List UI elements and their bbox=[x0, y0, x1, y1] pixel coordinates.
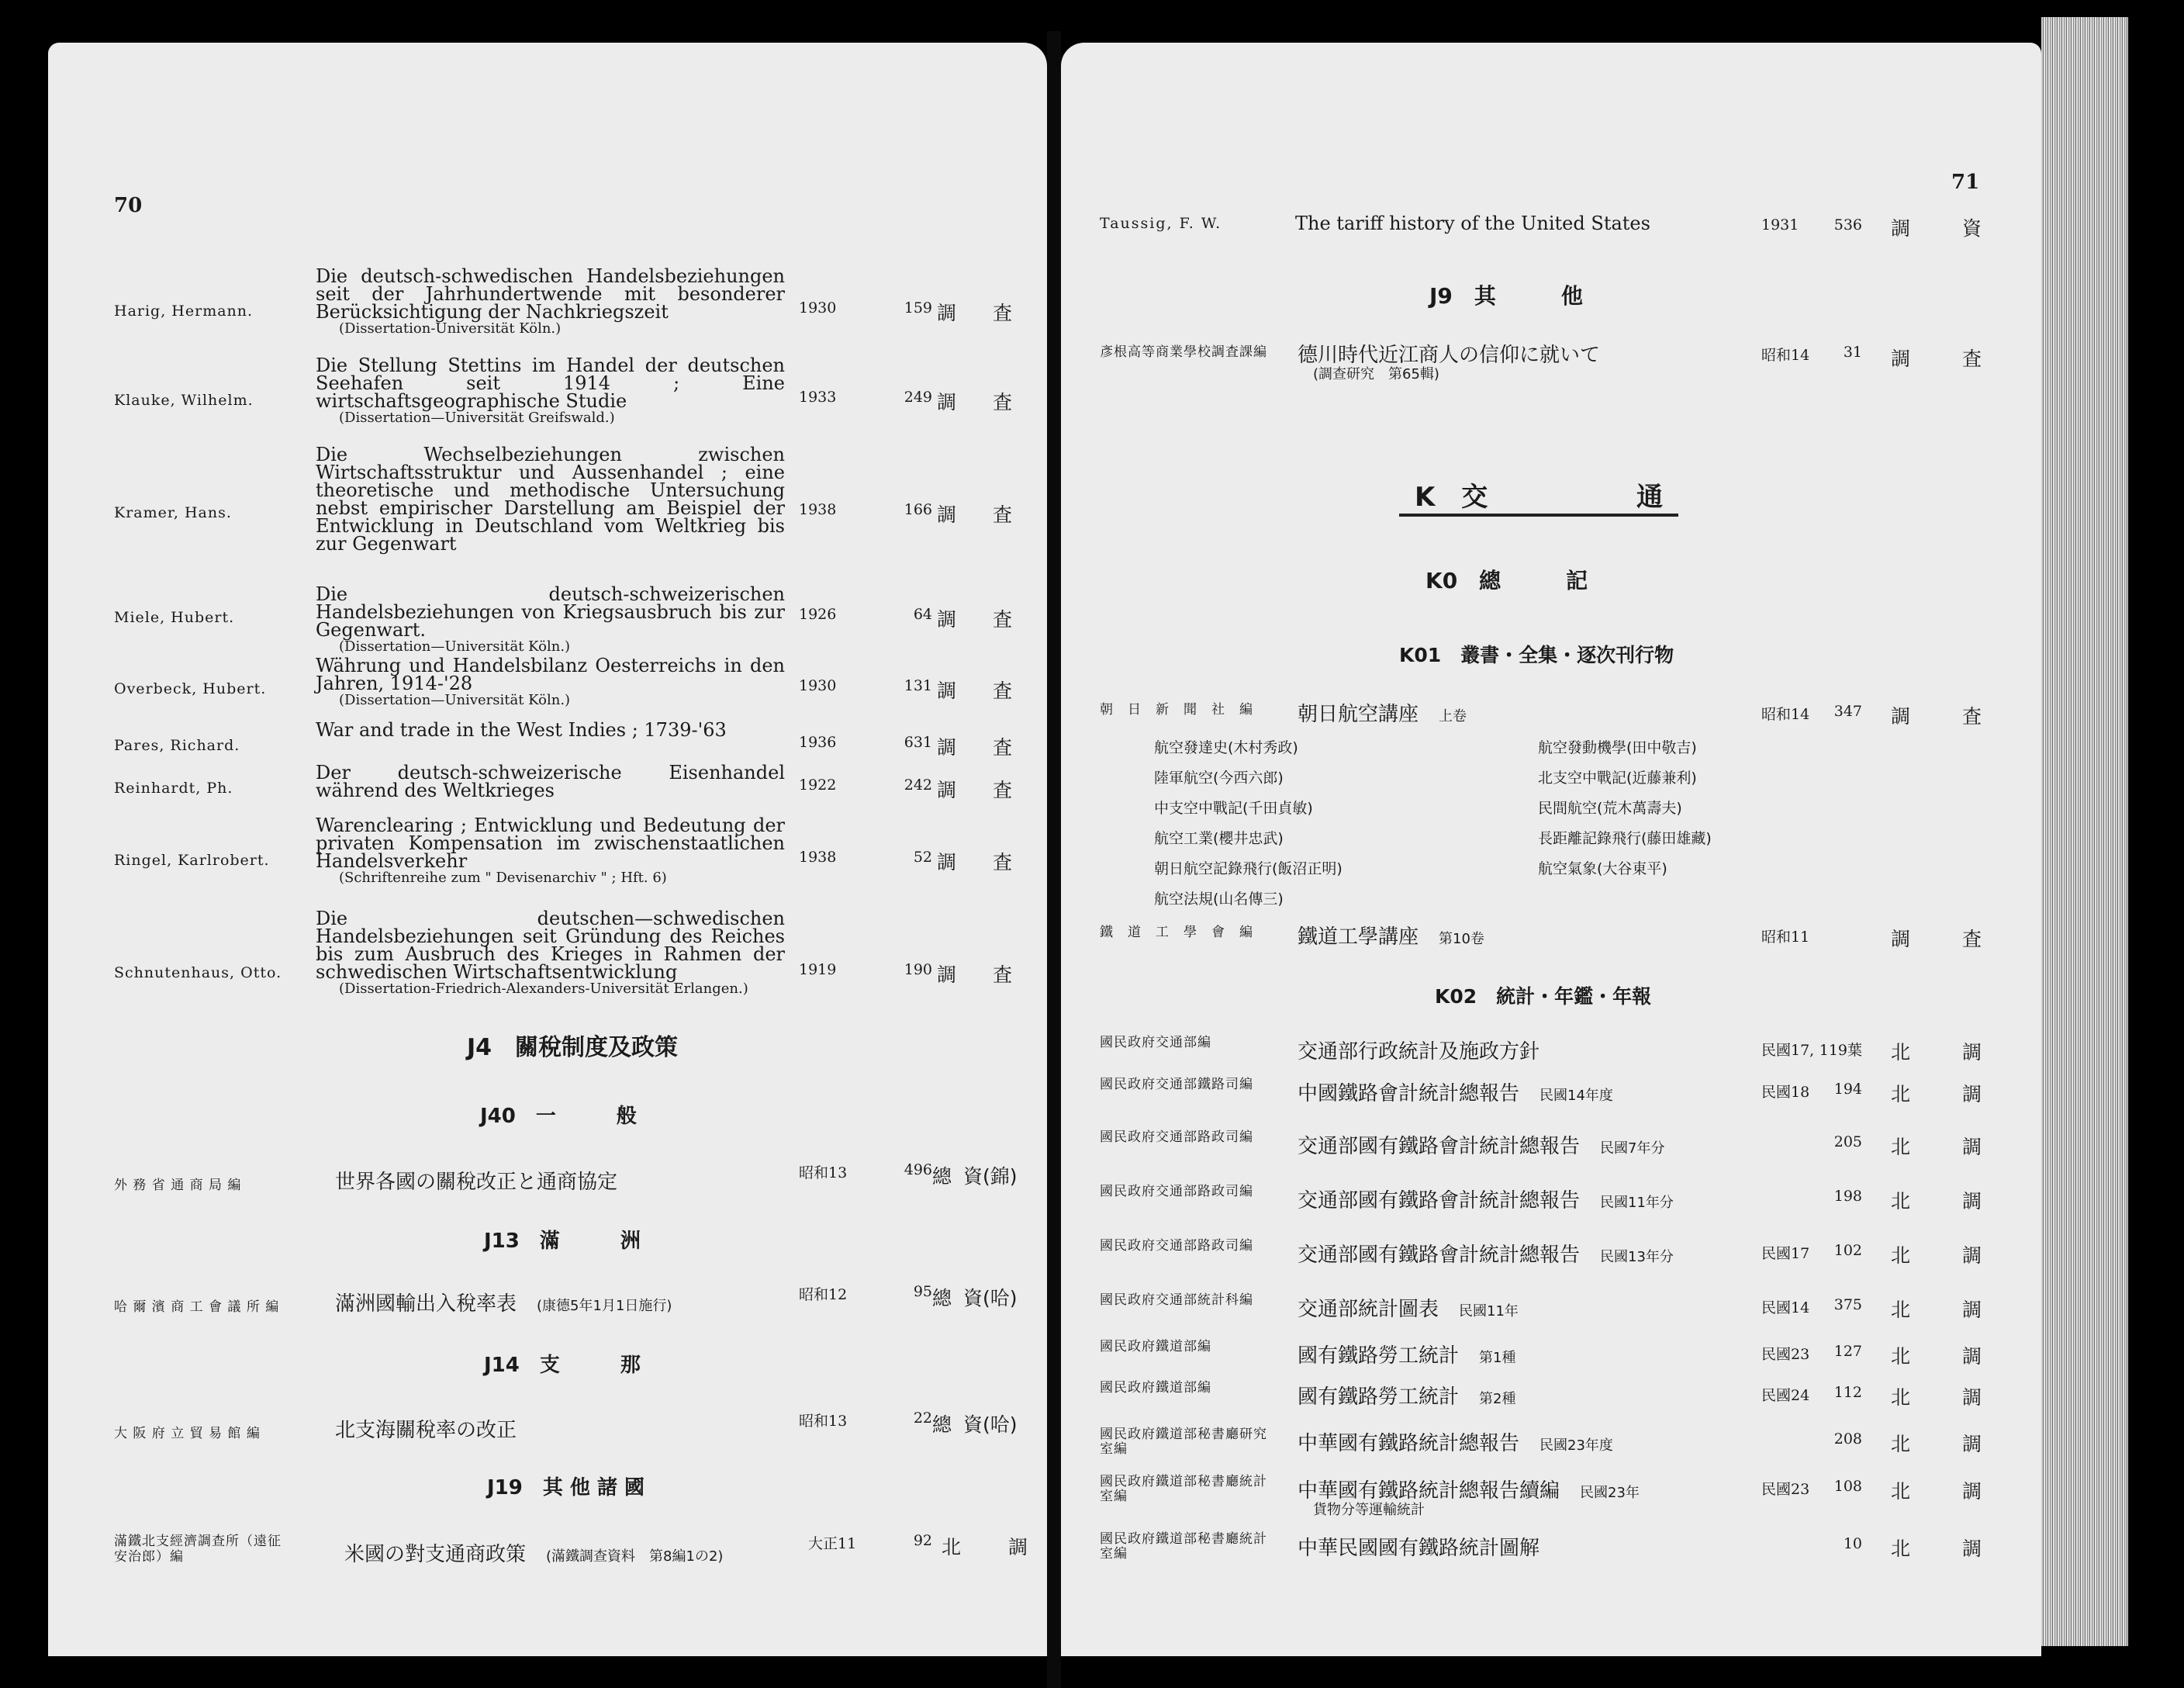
page-count: 375 bbox=[1833, 1296, 1862, 1313]
section-heading-k0: K0 總 記 bbox=[1425, 568, 1588, 593]
author: Ringel, Karlrobert. bbox=[114, 852, 270, 869]
entry-note: (Dissertation-Friedrich-Alexanders-Universität Erlangen.) bbox=[339, 981, 748, 997]
contents-item: 長距離記錄飛行(藤田雄藏) bbox=[1538, 830, 1712, 847]
holding-code-2: 調 bbox=[1962, 1136, 1982, 1158]
holding-code-2: 調 bbox=[1962, 1538, 1982, 1560]
holding-code-2: 調 bbox=[1962, 1345, 1982, 1368]
entry-title: 中華國有鐵路統計總報告 民國23年度 bbox=[1298, 1432, 1613, 1455]
entry-title: Die Stellung Stettins im Handel der deutschen Seehafen seit 1914 ; Eine wirtschaftsgeographische Studie (Dissertation—Universität Greifswald.) bbox=[316, 355, 785, 426]
contents-item: 北支空中戰記(近藤兼利) bbox=[1538, 770, 1697, 787]
entry-note: (Dissertation-Universität Köln.) bbox=[339, 320, 562, 337]
holding-code-2: 査 bbox=[993, 391, 1013, 413]
section-heading-j9: J9 其 他 bbox=[1429, 283, 1583, 309]
holding-code-1: 北 bbox=[1891, 1136, 1911, 1158]
entry-note: (Dissertation—Universität Greifswald.) bbox=[339, 410, 615, 426]
entry-title: Warenclearing ; Entwicklung und Bedeutung der privaten Kompensation im zwischenstaatlichen Handelsverkehr (Schriftenreihe zum " Devisenarchiv " ; Hft. 6) bbox=[316, 815, 785, 886]
holding-code-1: 調 bbox=[937, 680, 957, 702]
holding-code-1: 調 bbox=[937, 391, 957, 413]
holding-code-1: 調 bbox=[937, 736, 957, 759]
section-heading-k: K 交 通 bbox=[1399, 476, 1678, 517]
author: 國民政府交通部路政司編 bbox=[1100, 1129, 1253, 1145]
entry-title: Der deutsch-schweizerische Eisenhandel während des Weltkrieges bbox=[316, 762, 785, 801]
year: 1930 bbox=[799, 677, 837, 694]
contents-item: 航空氣象(大谷東平) bbox=[1538, 860, 1667, 877]
entry-note: 民國14年度 bbox=[1540, 1088, 1613, 1104]
section-heading-j14: J14 支 那 bbox=[484, 1354, 641, 1377]
page-count: 249 bbox=[904, 389, 932, 406]
year: 1926 bbox=[799, 606, 837, 623]
holding-code-2: 調 bbox=[1962, 1190, 1982, 1212]
entry-title: 中華民國國有鐵路統計圖解 bbox=[1298, 1537, 1540, 1560]
year: 1922 bbox=[799, 777, 837, 794]
entry-title: 國有鐵路勞工統計 第2種 bbox=[1298, 1385, 1516, 1409]
year: 民國23 bbox=[1761, 1481, 1810, 1498]
author: 國民政府鐵道部編 bbox=[1100, 1339, 1211, 1354]
author: 國民政府交通部鐵路司編 bbox=[1100, 1077, 1253, 1092]
entry-subline: 貨物分等運輸統計 bbox=[1313, 1502, 1425, 1518]
page-count: 198 bbox=[1833, 1188, 1862, 1205]
page-count: 190 bbox=[904, 961, 932, 978]
entry-note: (Schriftenreihe zum " Devisenarchiv " ; Hft. 6) bbox=[339, 870, 667, 886]
page-count: 112 bbox=[1833, 1384, 1862, 1401]
page-number: 71 bbox=[1951, 171, 1980, 194]
holding-code-2: 査 bbox=[993, 851, 1013, 873]
author: Schnutenhaus, Otto. bbox=[114, 964, 282, 981]
holding-code-1: 調 bbox=[937, 503, 957, 526]
holding-code-2: 査 bbox=[993, 608, 1013, 631]
contents-item: 民間航空(荒木萬壽夫) bbox=[1538, 800, 1682, 817]
holding-code-1: 調 bbox=[937, 851, 957, 873]
author: Reinhardt, Ph. bbox=[114, 780, 233, 797]
entry-title: 國有鐵路勞工統計 第1種 bbox=[1298, 1344, 1516, 1368]
holding-code-2: 査 bbox=[993, 779, 1013, 801]
holding-code-2: 調 bbox=[1962, 1083, 1982, 1105]
year: 民國14 bbox=[1761, 1299, 1810, 1316]
left-page: 70 Harig, Hermann. Die deutsch-schwedischen Handelsbeziehungen seit der Jahrhundertwende mit besonderer Berücksichtigung der Nachkriegszeit (Dissertation-Universität Köln.) 1930 159 調 査 Klauke, Wilhelm. Die Stellung Stettins im Handel der deutschen Seehafen seit 1914 ; Eine wirtschaftsgeographische Studie (Dissertation—Universität Greifswald.) 1933 249 調 査 Kramer, Hans. Die Wechselbeziehungen zwischen Wirtschaftsstruktur und Aussenhandel ; eine theoretische und methodische Untersuchung nebst empirischer Darstellung am Beispiel der Entwicklung in Deutschland vom Weltkrieg bis zur Gegenwart 1938 166 調 査 Miele, Hubert. Die deutsch-schweizerischen Handelsbeziehungen von Kriegsausbruch bis zur Gegenwart. (Dissertation—Universität Köln.) 1926 64 調 査 Overbeck, Hubert. Währung und Handelsbilanz Oesterreichs in den Jahren, 1914-'28 (Dissertation—Universität Köln.) 1930 131 調 査 Pares, Richard. War and trade in the West Indies ; 1739-'63 1936 631 調 査 Reinhardt, Ph. Der deutsch-schweizerische Eisenhandel während des Weltkrieges 1922 242 調 査 Ringel, Karlrobert. Warenclearing ; Entwicklung und Bedeutung der privaten Kompensation im zwischenstaatlichen Handelsverkehr (Schriftenreihe zum " Devisenarchiv " ; Hft. 6) 1938 52 調 査 Schnutenhaus, Otto. Die deutschen—schwedischen Handelsbeziehungen seit Gründung des Reiches bis zum Ausbruch des Krieges in Rahmen der schwedischen Wirtschaftsentwicklung (Dissertation-Friedrich-Alexanders-Universität Erlangen.) 1919 190 調 査 J4 關稅制度及政策 J40 一 般 外 務 省 通 商 局 編 世界各國の關稅改正と通商協定 昭和13 496 總 資(錦) J13 滿 洲 哈 爾 濱 商 工 會 議 所 編 滿洲國輸出入稅率表 (康德5年1月1日施行) 昭和12 95 總 資(哈) J14 支 那 大 阪 府 立 貿 易 館 編 北支海關稅率の改正 昭和13 22 總 資(哈) J19 其 他 諸 國 滿鐵北支經濟調查所（遠征安治郎）編 米國の對支通商政策 (滿鐵調查資料 第8編1の2) 大正11 92 北 調 bbox=[48, 43, 1047, 1656]
author: 國民政府鐵道部編 bbox=[1100, 1380, 1211, 1396]
page-count: 131 bbox=[904, 677, 932, 694]
entry-note: 民國11年分 bbox=[1600, 1195, 1674, 1211]
entry-note: (Dissertation—Universität Köln.) bbox=[339, 692, 571, 708]
author: 國民政府鐵道部秘書廳統計室編 bbox=[1100, 1474, 1267, 1504]
entry-note: 民國23年 bbox=[1580, 1485, 1640, 1501]
entry-title: 交通部統計圖表 民國11年 bbox=[1298, 1298, 1519, 1321]
section-heading-k01: K01 叢書・全集・逐次刊行物 bbox=[1399, 644, 1674, 666]
page-count: 159 bbox=[904, 299, 932, 316]
page-count: 108 bbox=[1833, 1478, 1862, 1495]
holding-code-2: 調 bbox=[1962, 1433, 1982, 1455]
page-count: 205 bbox=[1833, 1133, 1862, 1150]
year: 1938 bbox=[799, 849, 837, 866]
entry-title: War and trade in the West Indies ; 1739-'63 bbox=[316, 719, 727, 741]
page-count: 194 bbox=[1833, 1081, 1862, 1098]
year: 1919 bbox=[799, 961, 837, 978]
entry-title: 中華國有鐵路統計總報告續編 民國23年 貨物分等運輸統計 bbox=[1298, 1479, 1640, 1518]
right-page: 71 Taussig, F. W. The tariff history of the United States 1931 536 調 資 J9 其 他 彥根高等商業學校調査課編 德川時代近江商人の信仰に就いて (調查研究 第65輯) 昭和14 31 調 査 K 交 通 K0 總 記 K01 叢書・全集・逐次刊行物 朝 日 新 聞 社 編 朝日航空講座 上卷 昭和14 347 調 査 航空發達史(木村秀政) 陸軍航空(今西六郎) 中支空中戰記(千田貞敏) 航空工業(櫻井忠武) 朝日航空記錄飛行(飯沼正明) 航空法規(山名傳三) 航空發動機學(田中敬吉) 北支空中戰記(近藤兼利) 民間航空(荒木萬壽夫) 長距離記錄飛行(藤田雄藏) 航空氣象(大谷東平) 鐵 道 工 學 會 編 鐵道工學講座 第10卷 昭和11 調 査 K02 統計・年鑑・年報 國民政府交通部編 交通部行政統計及施政方針 民國17, 119葉 北 調 國民政府交通部鐵路司編 中國鐵路會計統計總報告 民國14年度 民國18 194 北 調 國民政府交通部路政司編 交通部國有鐵路會計統計總報告 民國7年分 205 北 調 國民政府交通部路政司編 交通部國有鐵路會計統計總報告 民國11年分 198 北 調 國民政府交通部路政司編 交通部國有鐵路會計統計總報告 民國13年分 民國17 102 北 調 國民政府交通部統計科編 交通部統計圖表 民國11年 民國14 375 北 調 國民政府鐵道部編 國有鐵路勞工統計 第1種 民國23 127 北 調 國民政府鐵道部編 國有鐵路勞工統計 第2種 民國24 112 北 調 國民政府鐵道部秘書廳研究室編 中華國有鐵路統計總報告 民國23年度 208 北 調 國民政府鐵道部秘書廳統計室編 中華國有鐵路統計總報告續編 民國23年 貨物分等運輸統計 民國23 108 北 調 國民政府鐵道部秘書廳統計室編 中華民國國有鐵路統計圖解 10 北 調 bbox=[1061, 43, 2041, 1656]
entry-title: 交通部國有鐵路會計統計總報告 民國13年分 bbox=[1298, 1244, 1674, 1267]
contents-item: 朝日航空記錄飛行(飯沼正明) bbox=[1154, 860, 1343, 877]
entry-title: Die deutsch-schwedischen Handelsbeziehungen seit der Jahrhundertwende mit besonderer Berücksichtigung der Nachkriegszeit (Dissertation-Universität Köln.) bbox=[316, 265, 785, 337]
year: 1938 bbox=[799, 501, 837, 518]
entry-title: Die deutschen—schwedischen Handelsbeziehungen seit Gründung des Reiches bis zum Ausbruch des Krieges in Rahmen der schwedischen Wirtschaftsentwicklung (Dissertation-Friedrich-Alexanders-Universität Erlangen.) bbox=[316, 908, 785, 997]
page-count: 102 bbox=[1833, 1242, 1862, 1259]
author: Harig, Hermann. bbox=[114, 303, 254, 320]
year: 民國24 bbox=[1761, 1387, 1810, 1404]
section-heading-j19: J19 其 他 諸 國 bbox=[487, 1476, 645, 1499]
holding-code-1: 北 bbox=[1891, 1083, 1911, 1105]
author: 國民政府交通部編 bbox=[1100, 1035, 1211, 1050]
section-heading-j13: J13 滿 洲 bbox=[484, 1230, 641, 1253]
year: 民國17 bbox=[1761, 1245, 1810, 1262]
holding-code-2: 調 bbox=[1962, 1386, 1982, 1409]
page-count: 166 bbox=[904, 501, 932, 518]
holding-code-1: 北 bbox=[1891, 1244, 1911, 1267]
holding-code-2: 査 bbox=[993, 680, 1013, 702]
page-count: 208 bbox=[1833, 1430, 1862, 1448]
entry-note: 第2種 bbox=[1479, 1391, 1516, 1407]
holding-code-1: 北 bbox=[1891, 1345, 1911, 1368]
holding-code-1: 調 bbox=[937, 608, 957, 631]
entry-note: (Dissertation—Universität Köln.) bbox=[339, 638, 571, 655]
author: 國民政府交通部統計科編 bbox=[1100, 1292, 1253, 1308]
entry-title: 交通部行政統計及施政方針 bbox=[1298, 1040, 1540, 1064]
holding-code-2: 調 bbox=[1962, 1480, 1982, 1503]
year: 民國23 bbox=[1761, 1346, 1810, 1363]
author: Miele, Hubert. bbox=[114, 609, 235, 626]
holding-code-1: 北 bbox=[1891, 1041, 1911, 1064]
contents-item: 航空工業(櫻井忠武) bbox=[1154, 830, 1284, 847]
contents-item: 陸軍航空(今西六郎) bbox=[1154, 770, 1284, 787]
section-heading-k02: K02 統計・年鑑・年報 bbox=[1435, 985, 1652, 1008]
page-count: 119葉 bbox=[1819, 1042, 1862, 1059]
section-heading-j40: J40 一 般 bbox=[480, 1105, 637, 1128]
entry-note: 民國11年 bbox=[1459, 1303, 1519, 1320]
contents-list-left bbox=[1154, 733, 1343, 915]
holding-code-1: 北 bbox=[1891, 1190, 1911, 1212]
year: 1936 bbox=[799, 734, 837, 751]
contents-item: 航空發動機學(田中敬吉) bbox=[1538, 739, 1697, 756]
entry-title: 中國鐵路會計統計總報告 民國14年度 bbox=[1298, 1082, 1613, 1105]
author: Kramer, Hans. bbox=[114, 504, 232, 521]
contents-item: 航空發達史(木村秀政) bbox=[1154, 739, 1298, 756]
page-count: 631 bbox=[904, 734, 932, 751]
author: 國民政府鐵道部秘書廳研究室編 bbox=[1100, 1427, 1267, 1457]
holding-code-1: 調 bbox=[937, 302, 957, 324]
holding-code-2: 調 bbox=[1962, 1299, 1982, 1321]
entry-note: 民國23年度 bbox=[1540, 1437, 1613, 1454]
holding-code-2: 査 bbox=[993, 736, 1013, 759]
holding-code-1: 調 bbox=[937, 963, 957, 986]
page-count: 127 bbox=[1833, 1343, 1862, 1360]
holding-code-2: 査 bbox=[993, 302, 1013, 324]
entry-title: 交通部國有鐵路會計統計總報告 民國11年分 bbox=[1298, 1189, 1674, 1212]
author: Overbeck, Hubert. bbox=[114, 680, 267, 697]
year: 1930 bbox=[799, 299, 837, 316]
contents-item: 中支空中戰記(千田貞敏) bbox=[1154, 800, 1313, 817]
holding-code-1: 北 bbox=[1891, 1538, 1911, 1560]
holding-code-1: 北 bbox=[1891, 1386, 1911, 1409]
contents-item: 航空法規(山名傳三) bbox=[1154, 891, 1284, 908]
page-number: 70 bbox=[114, 194, 143, 217]
holding-code-2: 調 bbox=[1962, 1041, 1982, 1064]
holding-code-2: 査 bbox=[993, 503, 1013, 526]
author: 國民政府鐵道部秘書廳統計室編 bbox=[1100, 1531, 1267, 1562]
year: 民國18 bbox=[1761, 1084, 1810, 1101]
entry-title: Währung und Handelsbilanz Oesterreichs in den Jahren, 1914-'28 (Dissertation—Universität Köln.) bbox=[316, 655, 785, 708]
holding-code-1: 北 bbox=[1891, 1480, 1911, 1503]
section-heading-j4: J4 關稅制度及政策 bbox=[467, 1034, 679, 1061]
book-gutter bbox=[1047, 31, 1061, 1688]
entry-title: Die deutsch-schweizerischen Handelsbeziehungen von Kriegsausbruch bis zur Gegenwart. (Dissertation—Universität Köln.) bbox=[316, 583, 785, 655]
page-count: 242 bbox=[904, 777, 932, 794]
holding-code-2: 調 bbox=[1962, 1244, 1982, 1267]
holding-code-1: 北 bbox=[1891, 1433, 1911, 1455]
author: 國民政府交通部路政司編 bbox=[1100, 1238, 1253, 1254]
author: Klauke, Wilhelm. bbox=[114, 392, 254, 409]
entry-title: 交通部國有鐵路會計統計總報告 民國7年分 bbox=[1298, 1135, 1665, 1158]
holding-code-1: 調 bbox=[937, 779, 957, 801]
author: 國民政府交通部路政司編 bbox=[1100, 1184, 1253, 1199]
page-count: 10 bbox=[1843, 1535, 1862, 1552]
entry-note: 民國7年分 bbox=[1600, 1140, 1665, 1157]
page-count: 64 bbox=[913, 606, 932, 623]
entry-note: 第1種 bbox=[1479, 1350, 1516, 1366]
contents-list-right bbox=[1538, 733, 1712, 884]
year: 1933 bbox=[799, 389, 837, 406]
entry-title: Die Wechselbeziehungen zwischen Wirtschaftsstruktur und Aussenhandel ; eine theoretische und methodische Untersuchung nebst empirischer Darstellung am Beispiel der Entwicklung in Deutschland vom Weltkrieg bis zur Gegenwart bbox=[316, 444, 785, 555]
book-page-edges bbox=[2041, 17, 2128, 1646]
entry-note: 民國13年分 bbox=[1600, 1249, 1674, 1265]
holding-code-2: 査 bbox=[993, 963, 1013, 986]
author: Pares, Richard. bbox=[114, 737, 240, 754]
page-count: 52 bbox=[913, 849, 932, 866]
holding-code-1: 北 bbox=[1891, 1299, 1911, 1321]
year: 民國17, bbox=[1761, 1042, 1815, 1059]
